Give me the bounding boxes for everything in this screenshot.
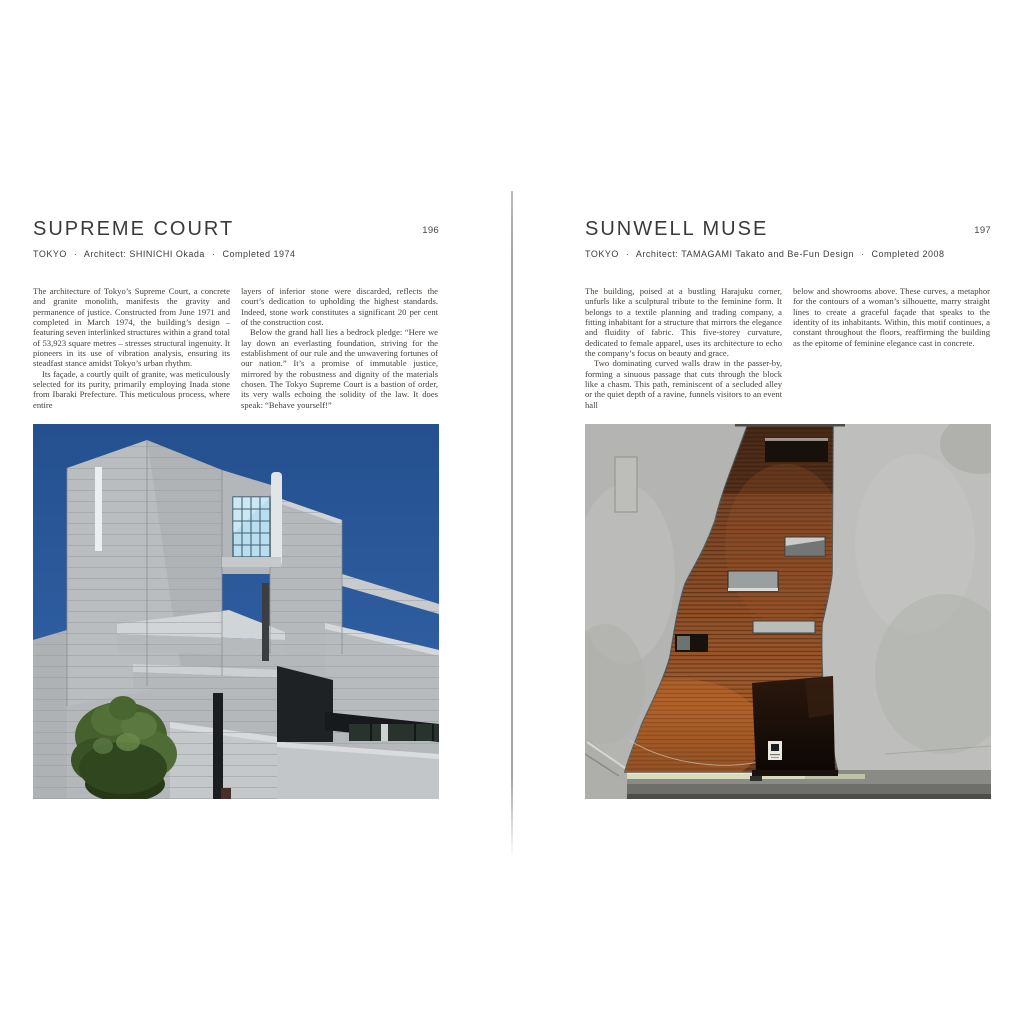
meta-separator: · (73, 249, 78, 259)
paragraph: layers of inferior stone were discarded, reflects the court’s dedication to upholding the highest standards. Indeed, stone work constitutes a significant 20 per cent of the construction cost. (241, 286, 438, 328)
meta-separator: · (211, 249, 216, 259)
paragraph: Its façade, a courtly quilt of granite, was meticulously selected for its purity, primarily employing Inada stone from Ibaraki Prefecture. This meticulous process, where entire (33, 368, 230, 410)
photo-sunwell-muse (585, 424, 991, 799)
text-column-1 (33, 286, 230, 410)
photo-supreme-court (33, 424, 439, 799)
meta-city: TOKYO (33, 249, 67, 259)
meta-city: TOKYO (585, 249, 619, 259)
supreme-court-photo-svg (33, 424, 439, 799)
meta-separator: · (860, 249, 865, 259)
page-right-header (585, 218, 991, 240)
meta-architect: Architect: SHINICHI Okada (83, 249, 205, 259)
paragraph: Below the grand hall lies a bedrock pledge: “Here we lay down an everlasting foundation, striving for the establishment of our rule and the unwavering fortunes of our nation.” It’s a promise of immutable justice, mirrored by the robustness and dignity of the materials chosen. The Tokyo Supreme Court is a bastion of order, its very walls echoing the solidity of the law. It does speak: “Behave yourself!” (241, 327, 438, 410)
page-gutter-line (511, 191, 513, 857)
right-curved-wall (822, 424, 991, 772)
page-left-header (33, 218, 439, 240)
paragraph: Two dominating curved walls draw in the passer-by, forming a sinuous passage that cuts through the block like a chasm. This path, reminiscent of a secluded alley or the quiet depth of a ravine, funnels visitors to an event hall (585, 358, 782, 410)
paragraph: below and showrooms above. These curves, a metaphor for the contours of a woman’s silhouette, marry straight lines to create a graceful façade that speaks to the identity of its inhabitants. Within, this motif continues, a constant throughout the floors, reaffirming the building as the epitome of feminine elegance cast in concrete. (793, 286, 990, 348)
paragraph: The architecture of Tokyo’s Supreme Court, a concrete and granite monolith, manifests the gravity and permanence of justice. Constructed from June 1971 and completed in March 1974, the building’s design – featuring seven interlinked structures within a grand total of 53,923 square metres – stresses structural ingenuity. It pioneers in its use of vibration analysis, ensuring its steadfast stance amidst Tokyo’s urban rhythm. (33, 286, 230, 369)
page-number: 196 (422, 225, 439, 236)
body-text (585, 286, 991, 410)
wall-access-panel (615, 457, 637, 512)
text-column-2 (241, 286, 438, 410)
entrance-doorway (752, 676, 838, 776)
meta-line (585, 249, 949, 259)
doorway-sign (768, 741, 782, 760)
paragraph: The building, poised at a bustling Harajuku corner, unfurls like a sculptural tribute to the feminine form. It belongs to a textile planning and trading company, a fitting inhabitant for a structure that mirrors the elegance and fluidity of fabric. This five-storey curvature, dedicated to female apparel, uses its architecture to echo the company’s focus on beauty and grace. (585, 286, 782, 359)
page-title: SUPREME COURT (33, 218, 235, 240)
body-text (33, 286, 439, 410)
meta-line (33, 249, 300, 259)
page-right (585, 0, 991, 1024)
page-left (33, 0, 439, 1024)
meta-separator: · (625, 249, 630, 259)
meta-completed: Completed 1974 (222, 249, 296, 259)
page-title: SUNWELL MUSE (585, 218, 769, 240)
meta-architect: Architect: TAMAGAMI Takato and Be-Fun Design (635, 249, 854, 259)
text-column-1 (585, 286, 782, 410)
page-number: 197 (974, 225, 991, 236)
text-column-2 (793, 286, 990, 410)
meta-completed: Completed 2008 (871, 249, 945, 259)
sunwell-muse-photo-svg (585, 424, 991, 799)
